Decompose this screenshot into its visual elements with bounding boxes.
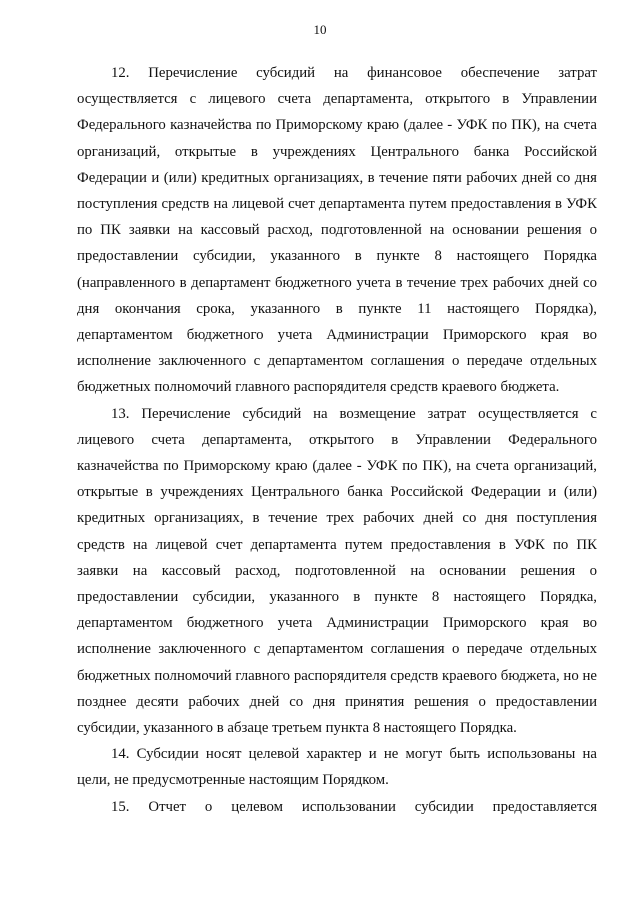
paragraph-15: 15. Отчет о целевом использовании субсидии предоставляется xyxy=(111,798,597,815)
paragraph-12: 12. Перечисление субсидий на финансовое обеспечение затрат осуществляется с лицевого счета департамента, открытого в Управлении Федерального казначейства по Приморскому краю (далее - УФК по ПК), на счета организаций, открытые в учреждениях Центрального банка Российской Федерации и (или) кредитных организациях, в течение пяти рабочих дней со дня поступления средств на лицевой счет департамента путем предоставления в УФК по ПК заявки на кассовый расход, подготовленной на основании решения о предоставлении субсидии, указанного в пункте 8 настоящего Порядка (направленного в департамент бюджетного учета в течение трех рабочих дней со дня окончания срока, указанного в пункте 11 настоящего Порядка), департаментом бюджетного учета Администрации Приморского края во исполнение заключенного с департаментом соглашения о передаче отдельных бюджетных полномочий главного распорядителя средств краевого бюджета. xyxy=(77,65,597,396)
paragraph-14: 14. Субсидии носят целевой характер и не могут быть использованы на цели, не предусмотренные настоящим Порядком. xyxy=(77,746,597,789)
page-number: 10 xyxy=(313,22,327,37)
paragraph-13: 13. Перечисление субсидий на возмещение затрат осуществляется с лицевого счета департамента, открытого в Управлении Федерального казначейства по Приморскому краю (далее - УФК по ПК), на счета организаций, открытые в учреждениях Центрального банка Российской Федерации и (или) кредитных организациях, в течение трех рабочих дней со дня поступления средств на лицевой счет департамента путем предоставления в УФК по ПК заявки на кассовый расход, подготовленной на основании решения о предоставлении субсидии, указанного в пункте 8 настоящего Порядка, департаментом бюджетного учета Администрации Приморского края во исполнение заключенного с департаментом соглашения о передаче отдельных бюджетных полномочий главного распорядителя средств краевого бюджета, но не позднее десяти рабочих дней со дня принятия решения о предоставлении субсидии, указанного в абзаце третьем пункта 8 настоящего Порядка. xyxy=(77,405,597,737)
document-body xyxy=(77,60,597,820)
